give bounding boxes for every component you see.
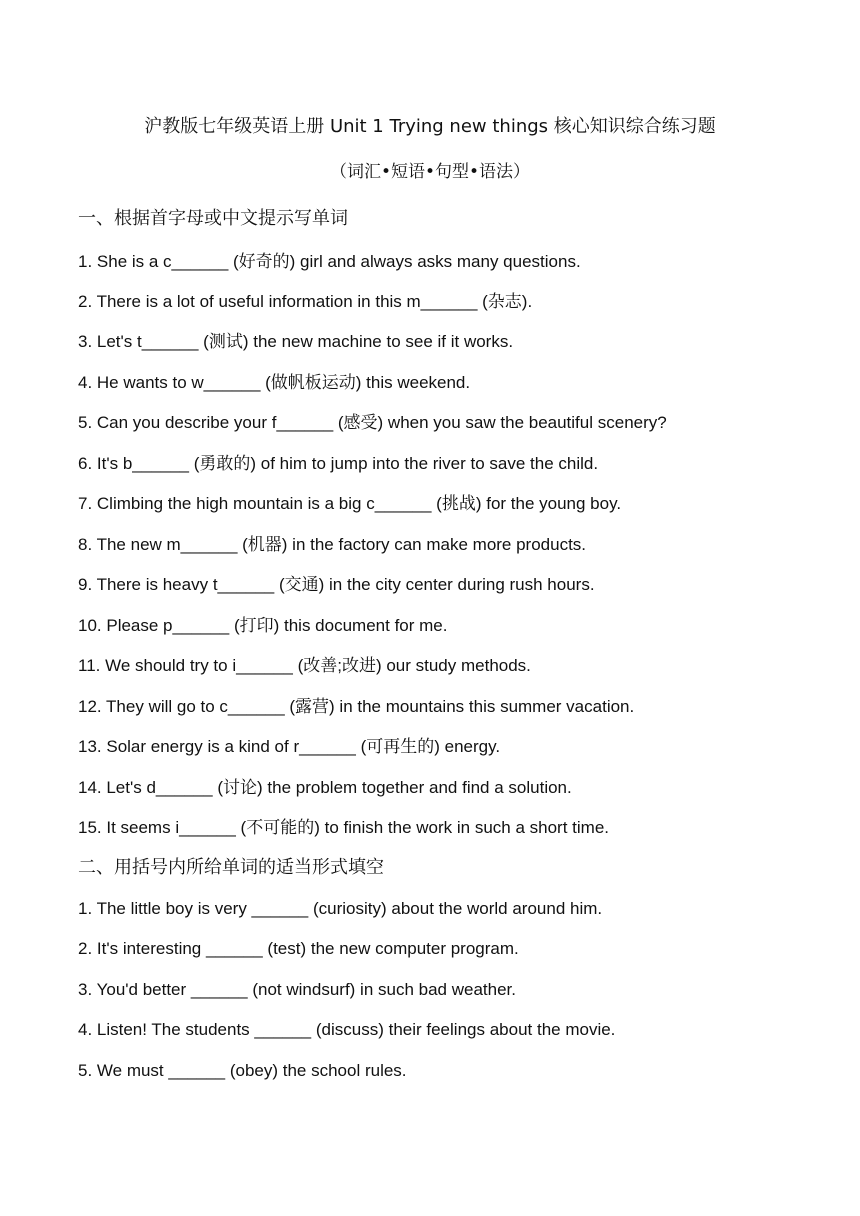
section1-item: 2. There is a lot of useful information in this m______ (杂志). <box>78 292 533 311</box>
section1-item: 6. It's b______ (勇敢的) of him to jump into the river to save the child. <box>78 454 599 473</box>
document-subtitle: （词汇•短语•句型•语法） <box>329 162 531 182</box>
section1-heading: 一、根据首字母或中文提示写单词 <box>78 208 348 229</box>
section1-item: 9. There is heavy t______ (交通) in the city center during rush hours. <box>78 575 595 594</box>
section1-item: 3. Let's t______ (测试) the new machine to see if it works. <box>78 332 514 351</box>
section1-item: 15. It seems i______ (不可能的) to finish the work in such a short time. <box>78 818 609 837</box>
section2-item: 5. We must ______ (obey) the school rules. <box>78 1061 407 1080</box>
section1-item: 7. Climbing the high mountain is a big c______ (挑战) for the young boy. <box>78 494 622 513</box>
section2-item: 4. Listen! The students ______ (discuss) their feelings about the movie. <box>78 1020 616 1039</box>
section1-item: 4. He wants to w______ (做帆板运动) this weekend. <box>78 373 471 392</box>
document-title: 沪教版七年级英语上册 Unit 1 Trying new things 核心知识综合练习题 <box>144 116 716 137</box>
section1-item: 14. Let's d______ (讨论) the problem together and find a solution. <box>78 778 572 797</box>
section1-item: 1. She is a c______ (好奇的) girl and always asks many questions. <box>78 252 581 271</box>
section1-item: 10. Please p______ (打印) this document for me. <box>78 616 448 635</box>
section2-heading: 二、用括号内所给单词的适当形式填空 <box>78 857 384 878</box>
section1-item: 12. They will go to c______ (露营) in the mountains this summer vacation. <box>78 697 635 716</box>
section1-item: 8. The new m______ (机器) in the factory can make more products. <box>78 535 587 554</box>
section1-item: 13. Solar energy is a kind of r______ (可再生的) energy. <box>78 737 501 756</box>
section2-item: 2. It's interesting ______ (test) the new computer program. <box>78 939 519 958</box>
section1-item: 11. We should try to i______ (改善;改进) our study methods. <box>78 656 531 675</box>
section2-item: 1. The little boy is very ______ (curiosity) about the world around him. <box>78 899 603 918</box>
section1-item: 5. Can you describe your f______ (感受) when you saw the beautiful scenery? <box>78 413 667 432</box>
section2-item: 3. You'd better ______ (not windsurf) in such bad weather. <box>78 980 516 999</box>
